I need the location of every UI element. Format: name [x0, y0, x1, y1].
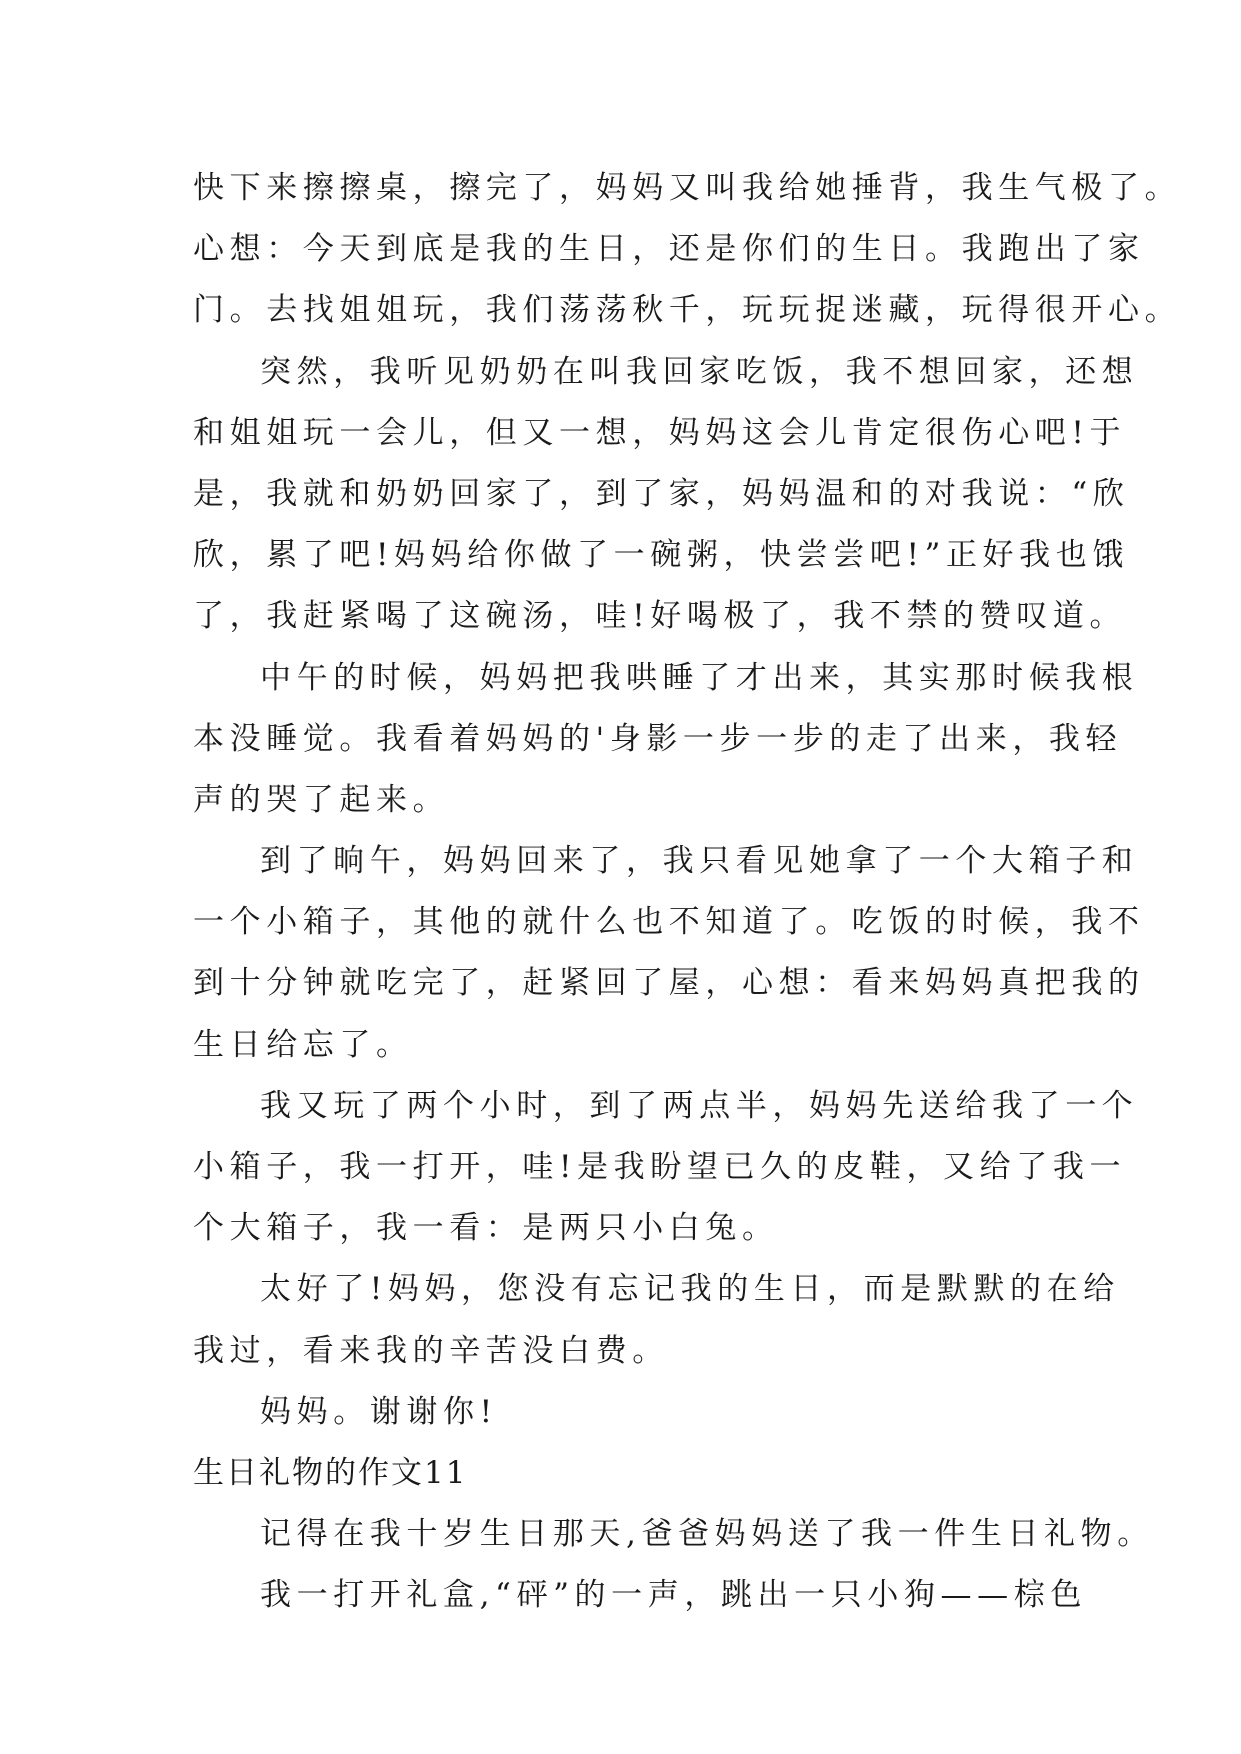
paragraph-start-line: 我一打开礼盒,“砰”的一声，跳出一只小狗——棕色 — [260, 1577, 1087, 1614]
text-line: 和姐姐玩一会儿，但又一想，妈妈这会儿肯定很伤心吧!于 — [193, 414, 1127, 451]
paragraph-start-line: 中午的时候，妈妈把我哄睡了才出来，其实那时候我根 — [260, 659, 1139, 696]
text-line: 快下来擦擦桌，擦完了，妈妈又叫我给她捶背，我生气极了。 — [193, 170, 1182, 206]
paragraph-start-line: 太好了!妈妈，您没有忘记我的生日，而是默默的在给 — [260, 1271, 1120, 1308]
essay-body — [193, 158, 1182, 1627]
text-line: 声的哭了起来。 — [193, 781, 450, 818]
text-line: 是，我就和奶奶回家了，到了家，妈妈温和的对我说：“欣 — [193, 475, 1130, 512]
text-line: 个大箱子，我一看：是两只小白兔。 — [193, 1210, 779, 1247]
paragraph-start-line: 我又玩了两个小时，到了两点半，妈妈先送给我了一个 — [260, 1087, 1139, 1124]
text-line: 欣，累了吧!妈妈给你做了一碗粥，快尝尝吧!”正好我也饿 — [193, 537, 1129, 574]
text-line: 了，我赶紧喝了这碗汤，哇!好喝极了，我不禁的赞叹道。 — [193, 598, 1127, 635]
text-line: 我过，看来我的辛苦没白费。 — [193, 1332, 669, 1369]
paragraph-start-line: 记得在我十岁生日那天,爸爸妈妈送了我一件生日礼物。 — [260, 1516, 1154, 1553]
text-line: 一个小箱子，其他的就什么也不知道了。吃饭的时候，我不 — [193, 904, 1145, 941]
paragraph-start-line: 妈妈。谢谢你! — [260, 1393, 498, 1430]
paragraph-start-line: 到了晌午，妈妈回来了，我只看见她拿了一个大箱子和 — [260, 843, 1139, 880]
text-line: 门。去找姐姐玩，我们荡荡秋千，玩玩捉迷藏，玩得很开心。 — [193, 292, 1182, 329]
text-line: 到十分钟就吃完了，赶紧回了屋，心想：看来妈妈真把我的 — [193, 965, 1145, 1002]
text-line: 小箱子，我一打开，哇!是我盼望已久的皮鞋，又给了我一 — [193, 1149, 1127, 1185]
paragraph-start-line: 突然，我听见奶奶在叫我回家吃饭，我不想回家，还想 — [260, 353, 1139, 390]
text-line: 生日给忘了。 — [193, 1026, 413, 1063]
essay-title: 生日礼物的作文11 — [193, 1454, 468, 1491]
text-line: 心想：今天到底是我的生日，还是你们的生日。我跑出了家 — [193, 231, 1145, 268]
text-line: 本没睡觉。我看着妈妈的'身影一步一步的走了出来，我轻 — [193, 720, 1123, 757]
